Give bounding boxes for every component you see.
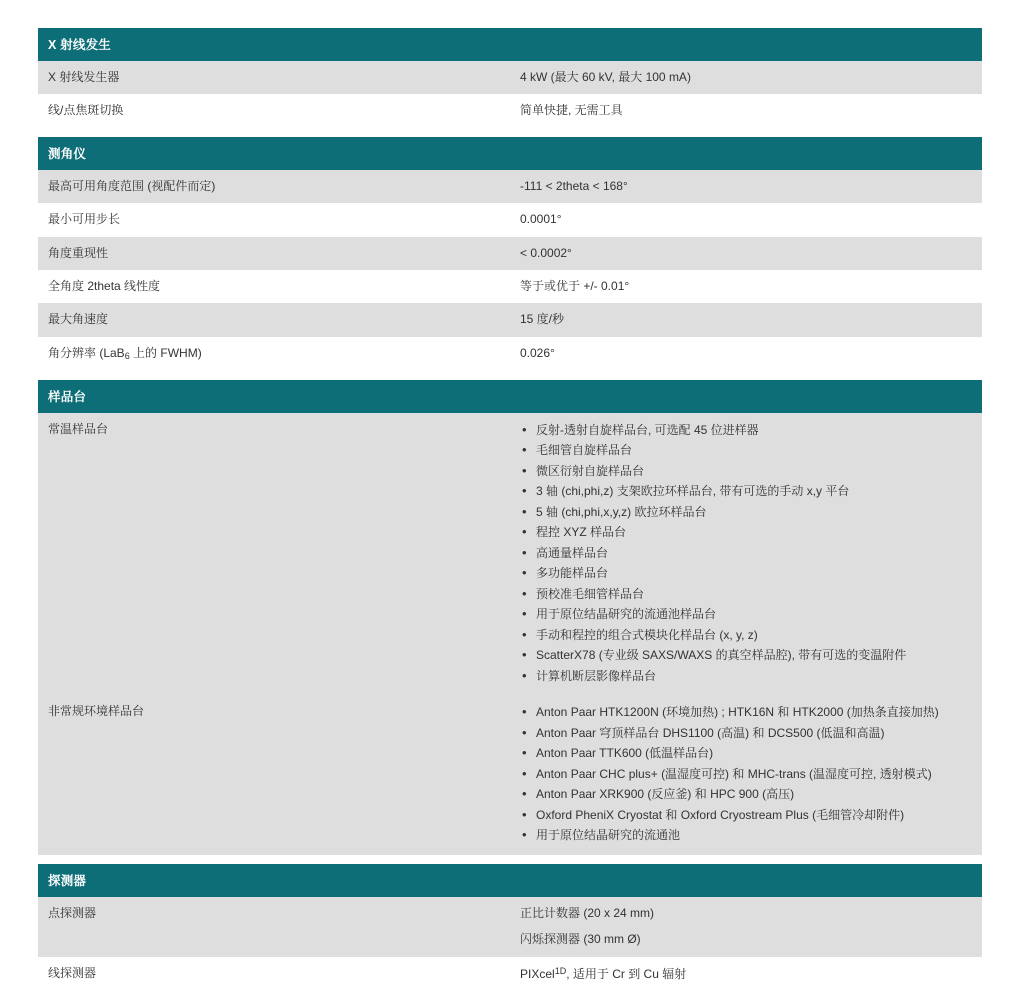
table-row	[38, 61, 982, 94]
list-item: • Anton Paar CHC plus+ (温湿度可控) 和 MHC-trans (温湿度可控, 透射模式)	[520, 765, 972, 783]
row-value: < 0.0002°	[510, 237, 982, 270]
section-gap	[38, 128, 982, 137]
list-item: • 计算机断层影像样品台	[520, 667, 972, 685]
row-label: 非常规环境样品台	[38, 695, 510, 855]
row-value: 15 度/秒	[510, 303, 982, 336]
list-item: • 用于原位结晶研究的流通池	[520, 826, 972, 844]
list-item: • Anton Paar 穹顶样品台 DHS1100 (高温) 和 DCS500 (低温和高温)	[520, 724, 972, 742]
row-label: X 射线发生器	[38, 61, 510, 94]
table-row	[38, 170, 982, 203]
label-part: 角分辨率 (LaB	[48, 345, 125, 360]
row-value: -111 < 2theta < 168°	[510, 170, 982, 203]
list-item: • 多功能样品台	[520, 564, 972, 582]
list-item: • 预校准毛细管样品台	[520, 585, 972, 603]
list-item: • 3 轴 (chi,phi,z) 支架欧拉环样品台, 带有可选的手动 x,y 平台	[520, 482, 972, 500]
row-label: 常温样品台	[38, 413, 510, 696]
row-label: 线/点焦斑切换	[38, 94, 510, 127]
list-item: • Anton Paar TTK600 (低温样品台)	[520, 744, 972, 762]
list-item: • 程控 XYZ 样品台	[520, 523, 972, 541]
row-value: 等于或优于 +/- 0.01°	[510, 270, 982, 303]
list-item: • 反射-透射自旋样品台, 可选配 45 位进样器	[520, 421, 972, 439]
list-item: • Anton Paar XRK900 (反应釜) 和 HPC 900 (高压)	[520, 785, 972, 803]
value-line: 正比计数器 (20 x 24 mm)	[520, 905, 655, 920]
row-value: 简单快捷, 无需工具	[510, 94, 982, 127]
row-label: 最高可用角度范围 (视配件而定)	[38, 170, 510, 203]
row-value-multiline	[510, 897, 982, 957]
list-item: • 微区衍射自旋样品台	[520, 462, 972, 480]
row-label: 最小可用步长	[38, 203, 510, 236]
section-header-row	[38, 380, 982, 413]
list-item: • 5 轴 (chi,phi,x,y,z) 欧拉环样品台	[520, 503, 972, 521]
table-row	[38, 337, 982, 371]
value-superscript: 1D	[554, 965, 567, 976]
table-row	[38, 203, 982, 236]
row-label-angular-resolution	[38, 337, 510, 371]
row-label: 线探测器	[38, 957, 510, 991]
value-line: 闪烁探测器 (30 mm Ø)	[520, 932, 641, 947]
section-title-sample-stage: 样品台	[38, 380, 982, 413]
row-label: 最大角速度	[38, 303, 510, 336]
label-part: 上的 FWHM)	[129, 345, 202, 360]
list-item: • Anton Paar HTK1200N (环境加热) ; HTK16N 和 HTK2000 (加热条直接加热)	[520, 703, 972, 721]
table-row	[38, 237, 982, 270]
specification-table	[38, 28, 982, 991]
value-part: , 适用于 Cr 到 Cu 辐射	[566, 966, 687, 981]
table-row	[38, 897, 982, 957]
table-row	[38, 303, 982, 336]
section-header-row	[38, 137, 982, 170]
list-item: • 手动和程控的组合式模块化样品台 (x, y, z)	[520, 626, 972, 644]
list-item: • 高通量样品台	[520, 544, 972, 562]
bullet-list	[520, 421, 972, 685]
row-value: 4 kW (最大 60 kV, 最大 100 mA)	[510, 61, 982, 94]
row-value-bullets	[510, 413, 982, 696]
table-row	[38, 695, 982, 855]
list-item: • ScatterX78 (专业级 SAXS/WAXS 的真空样品腔), 带有可选的变温附件	[520, 646, 972, 664]
section-header-row	[38, 864, 982, 897]
bullet-list	[520, 703, 972, 844]
section-title-xray-generation: X 射线发生	[38, 28, 982, 61]
list-item: • Oxford PheniX Cryostat 和 Oxford Cryostream Plus (毛细管冷却附件)	[520, 806, 972, 824]
label-subscript: 6	[124, 350, 130, 361]
row-value: 0.026°	[510, 337, 982, 371]
table-row	[38, 94, 982, 127]
row-label: 角度重现性	[38, 237, 510, 270]
section-title-detector: 探测器	[38, 864, 982, 897]
row-value-bullets	[510, 695, 982, 855]
list-item: • 用于原位结晶研究的流通池样品台	[520, 605, 972, 623]
row-value: 0.0001°	[510, 203, 982, 236]
value-part: PIXcel	[520, 966, 555, 981]
section-title-goniometer: 测角仪	[38, 137, 982, 170]
row-value-line-detector	[510, 957, 982, 991]
table-row	[38, 413, 982, 696]
section-gap	[38, 371, 982, 380]
table-row	[38, 270, 982, 303]
row-label: 点探测器	[38, 897, 510, 957]
section-header-row	[38, 28, 982, 61]
list-item: • 毛细管自旋样品台	[520, 441, 972, 459]
section-gap	[38, 855, 982, 864]
table-row	[38, 957, 982, 991]
row-label: 全角度 2theta 线性度	[38, 270, 510, 303]
